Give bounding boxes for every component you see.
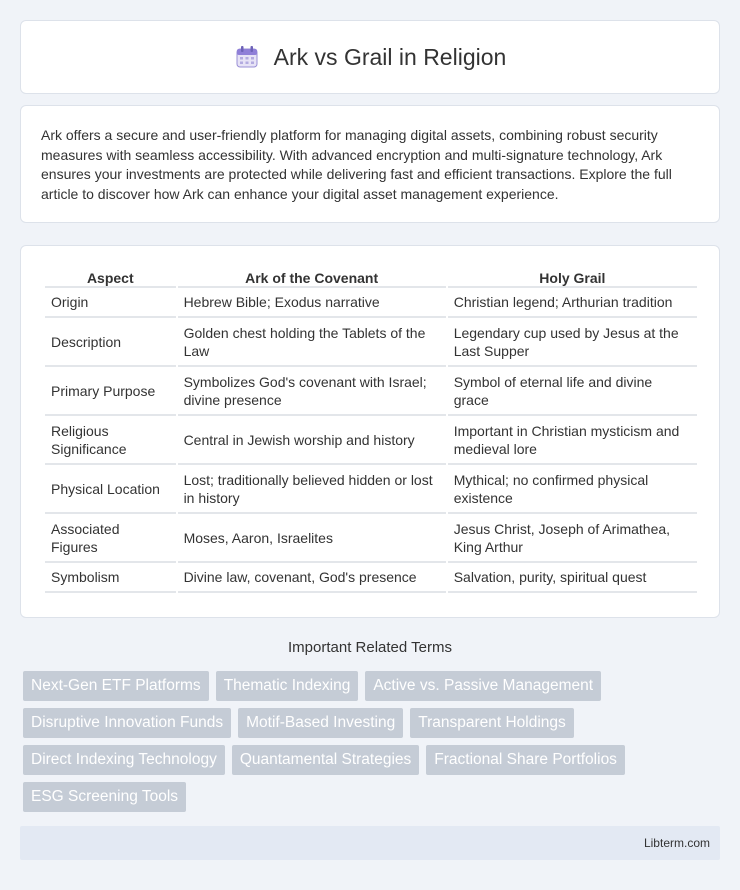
table-cell-aspect: Religious Significance — [45, 416, 176, 465]
related-term-tag[interactable]: ESG Screening Tools — [23, 782, 186, 812]
table-header-aspect: Aspect — [45, 266, 176, 288]
related-term-tag[interactable]: Transparent Holdings — [410, 708, 574, 738]
table-cell-grail: Salvation, purity, spiritual quest — [448, 563, 697, 593]
table-cell-ark: Central in Jewish worship and history — [178, 416, 446, 465]
table-row — [45, 318, 697, 367]
comparison-card — [20, 245, 720, 618]
table-cell-ark: Divine law, covenant, God's presence — [178, 563, 446, 593]
page-title: Ark vs Grail in Religion — [273, 43, 507, 70]
related-term-tag[interactable]: Quantamental Strategies — [232, 745, 419, 775]
calendar-icon — [234, 44, 260, 70]
table-cell-grail: Important in Christian mysticism and medieval lore — [448, 416, 697, 465]
related-term-tag[interactable]: Next-Gen ETF Platforms — [23, 671, 209, 701]
table-cell-aspect: Symbolism — [45, 563, 176, 593]
related-terms-title: Important Related Terms — [288, 639, 452, 656]
related-term-tag[interactable]: Active vs. Passive Management — [365, 671, 601, 701]
header-card — [20, 20, 720, 94]
table-cell-aspect: Primary Purpose — [45, 367, 176, 416]
table-header-row — [45, 266, 697, 288]
table-row — [45, 514, 697, 563]
footer-site-link[interactable]: Libterm.com — [643, 836, 710, 850]
comparison-table — [43, 266, 699, 593]
table-row — [45, 416, 697, 465]
table-header-grail: Holy Grail — [448, 266, 697, 288]
table-header-ark: Ark of the Covenant — [178, 266, 446, 288]
table-cell-aspect: Physical Location — [45, 465, 176, 514]
intro-card — [20, 105, 720, 223]
table-cell-aspect: Associated Figures — [45, 514, 176, 563]
related-terms-list — [23, 671, 723, 812]
table-cell-ark: Golden chest holding the Tablets of the Law — [178, 318, 446, 367]
table-row — [45, 288, 697, 318]
table-row — [45, 465, 697, 514]
table-cell-ark: Hebrew Bible; Exodus narrative — [178, 288, 446, 318]
table-cell-grail: Jesus Christ, Joseph of Arimathea, King Arthur — [448, 514, 697, 563]
table-row — [45, 367, 697, 416]
intro-text: Ark offers a secure and user-friendly platform for managing digital assets, combining robust security measures with seamless accessibility. With advanced encryption and multi-signature technology, Ark ensures your investments are protected while delivering fast and efficient transactions. Explore the full article to discover how Ark can enhance your digital asset management experience. — [41, 127, 672, 202]
table-cell-ark: Symbolizes God's covenant with Israel; divine presence — [178, 367, 446, 416]
related-term-tag[interactable]: Disruptive Innovation Funds — [23, 708, 231, 738]
table-cell-ark: Lost; traditionally believed hidden or lost in history — [178, 465, 446, 514]
related-term-tag[interactable]: Fractional Share Portfolios — [426, 745, 625, 775]
table-cell-grail: Symbol of eternal life and divine grace — [448, 367, 697, 416]
table-cell-aspect: Description — [45, 318, 176, 367]
table-cell-ark: Moses, Aaron, Israelites — [178, 514, 446, 563]
footer — [20, 826, 720, 860]
related-term-tag[interactable]: Motif-Based Investing — [238, 708, 403, 738]
related-term-tag[interactable]: Thematic Indexing — [216, 671, 359, 701]
table-cell-grail: Mythical; no confirmed physical existence — [448, 465, 697, 514]
table-row — [45, 563, 697, 593]
table-cell-aspect: Origin — [45, 288, 176, 318]
table-cell-grail: Christian legend; Arthurian tradition — [448, 288, 697, 318]
table-cell-grail: Legendary cup used by Jesus at the Last Supper — [448, 318, 697, 367]
related-term-tag[interactable]: Direct Indexing Technology — [23, 745, 225, 775]
